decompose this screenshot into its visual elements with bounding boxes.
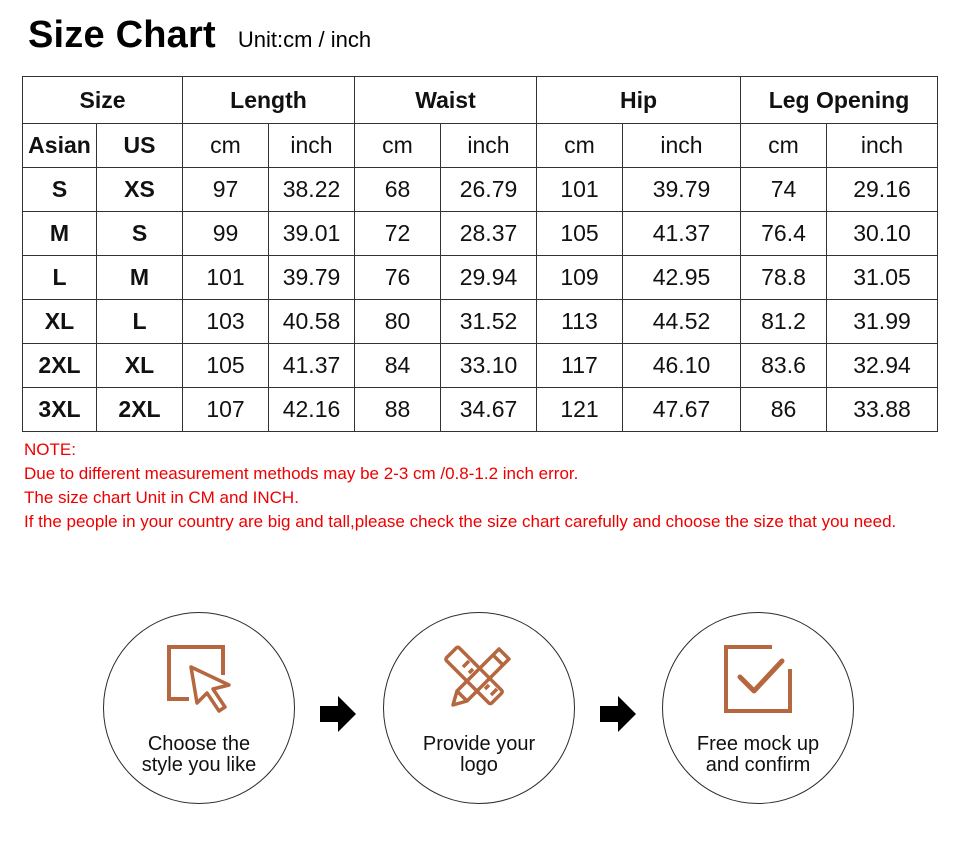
measurement-cell: 101 xyxy=(183,256,269,300)
measurement-cell: 29.94 xyxy=(441,256,537,300)
measurement-cell: 26.79 xyxy=(441,168,537,212)
measurement-cell: 81.2 xyxy=(741,300,827,344)
measurement-cell: 103 xyxy=(183,300,269,344)
measurement-cell: 107 xyxy=(183,388,269,432)
notes-block xyxy=(24,438,934,534)
size-label-cell: S xyxy=(23,168,97,212)
measurement-cell: 42.95 xyxy=(623,256,741,300)
sub-header-asian: Asian xyxy=(23,124,97,168)
measurement-cell: 33.10 xyxy=(441,344,537,388)
arrow-right-icon xyxy=(598,694,638,734)
measurement-cell: 30.10 xyxy=(827,212,938,256)
note-line: If the people in your country are big and tall,please check the size chart carefully and choose the size that you need. xyxy=(24,512,897,531)
measurement-cell: 72 xyxy=(355,212,441,256)
measurement-cell: 105 xyxy=(537,212,623,256)
measurement-cell: 83.6 xyxy=(741,344,827,388)
measurement-cell: 97 xyxy=(183,168,269,212)
header-size: Size xyxy=(23,77,183,124)
step-label: Free mock up and confirm xyxy=(696,733,820,776)
size-label-cell: XL xyxy=(97,344,183,388)
size-label-cell: M xyxy=(23,212,97,256)
chart-header xyxy=(28,14,371,57)
measurement-cell: 46.10 xyxy=(623,344,741,388)
table-row xyxy=(23,212,938,256)
process-steps xyxy=(0,608,960,818)
header-leg-opening: Leg Opening xyxy=(741,77,938,124)
measurement-cell: 101 xyxy=(537,168,623,212)
sub-header-inch: inch xyxy=(441,124,537,168)
measurement-cell: 74 xyxy=(741,168,827,212)
measurement-cell: 31.05 xyxy=(827,256,938,300)
measurement-cell: 33.88 xyxy=(827,388,938,432)
step-provide-logo xyxy=(383,612,575,804)
measurement-cell: 39.79 xyxy=(269,256,355,300)
size-table xyxy=(22,76,938,432)
size-label-cell: M xyxy=(97,256,183,300)
size-label-cell: L xyxy=(23,256,97,300)
measurement-cell: 121 xyxy=(537,388,623,432)
measurement-cell: 80 xyxy=(355,300,441,344)
size-label-cell: 3XL xyxy=(23,388,97,432)
size-label-cell: 2XL xyxy=(97,388,183,432)
measurement-cell: 47.67 xyxy=(623,388,741,432)
header-length: Length xyxy=(183,77,355,124)
measurement-cell: 68 xyxy=(355,168,441,212)
checkbox-icon xyxy=(718,639,798,719)
measurement-cell: 40.58 xyxy=(269,300,355,344)
measurement-cell: 28.37 xyxy=(441,212,537,256)
step-label: Choose the style you like xyxy=(141,733,257,776)
measurement-cell: 29.16 xyxy=(827,168,938,212)
measurement-cell: 32.94 xyxy=(827,344,938,388)
measurement-cell: 84 xyxy=(355,344,441,388)
table-row xyxy=(23,300,938,344)
cursor-select-icon xyxy=(159,639,239,719)
measurement-cell: 78.8 xyxy=(741,256,827,300)
measurement-cell: 117 xyxy=(537,344,623,388)
header-hip: Hip xyxy=(537,77,741,124)
measurement-cell: 86 xyxy=(741,388,827,432)
step-label: Provide your logo xyxy=(422,733,536,776)
measurement-cell: 113 xyxy=(537,300,623,344)
measurement-cell: 105 xyxy=(183,344,269,388)
page-title: Size Chart xyxy=(28,14,216,56)
table-row xyxy=(23,168,938,212)
unit-label: Unit:cm / inch xyxy=(237,27,372,52)
measurement-cell: 76 xyxy=(355,256,441,300)
measurement-cell: 109 xyxy=(537,256,623,300)
measurement-cell: 31.52 xyxy=(441,300,537,344)
sub-header-cm: cm xyxy=(537,124,623,168)
measurement-cell: 99 xyxy=(183,212,269,256)
step-choose-style xyxy=(103,612,295,804)
table-row xyxy=(23,344,938,388)
measurement-cell: 41.37 xyxy=(269,344,355,388)
note-line: Due to different measurement methods may be 2-3 cm /0.8-1.2 inch error. xyxy=(24,464,579,483)
measurement-cell: 34.67 xyxy=(441,388,537,432)
measurement-cell: 42.16 xyxy=(269,388,355,432)
sub-header-us: US xyxy=(97,124,183,168)
size-label-cell: S xyxy=(97,212,183,256)
size-label-cell: XL xyxy=(23,300,97,344)
group-header-row xyxy=(23,77,938,124)
measurement-cell: 44.52 xyxy=(623,300,741,344)
measurement-cell: 38.22 xyxy=(269,168,355,212)
table-row xyxy=(23,256,938,300)
measurement-cell: 88 xyxy=(355,388,441,432)
header-waist: Waist xyxy=(355,77,537,124)
sub-header-inch: inch xyxy=(827,124,938,168)
measurement-cell: 41.37 xyxy=(623,212,741,256)
sub-header-cm: cm xyxy=(183,124,269,168)
note-heading: NOTE: xyxy=(24,440,76,459)
arrow-right-icon xyxy=(318,694,358,734)
table-row xyxy=(23,388,938,432)
step-mock-up-confirm xyxy=(662,612,854,804)
size-label-cell: XS xyxy=(97,168,183,212)
sub-header-cm: cm xyxy=(741,124,827,168)
sub-header-row xyxy=(23,124,938,168)
sub-header-cm: cm xyxy=(355,124,441,168)
note-line: The size chart Unit in CM and INCH. xyxy=(24,488,299,507)
measurement-cell: 39.01 xyxy=(269,212,355,256)
measurement-cell: 76.4 xyxy=(741,212,827,256)
size-label-cell: L xyxy=(97,300,183,344)
measurement-cell: 31.99 xyxy=(827,300,938,344)
measurement-cell: 39.79 xyxy=(623,168,741,212)
pencil-ruler-icon xyxy=(439,639,519,719)
sub-header-inch: inch xyxy=(623,124,741,168)
sub-header-inch: inch xyxy=(269,124,355,168)
size-label-cell: 2XL xyxy=(23,344,97,388)
